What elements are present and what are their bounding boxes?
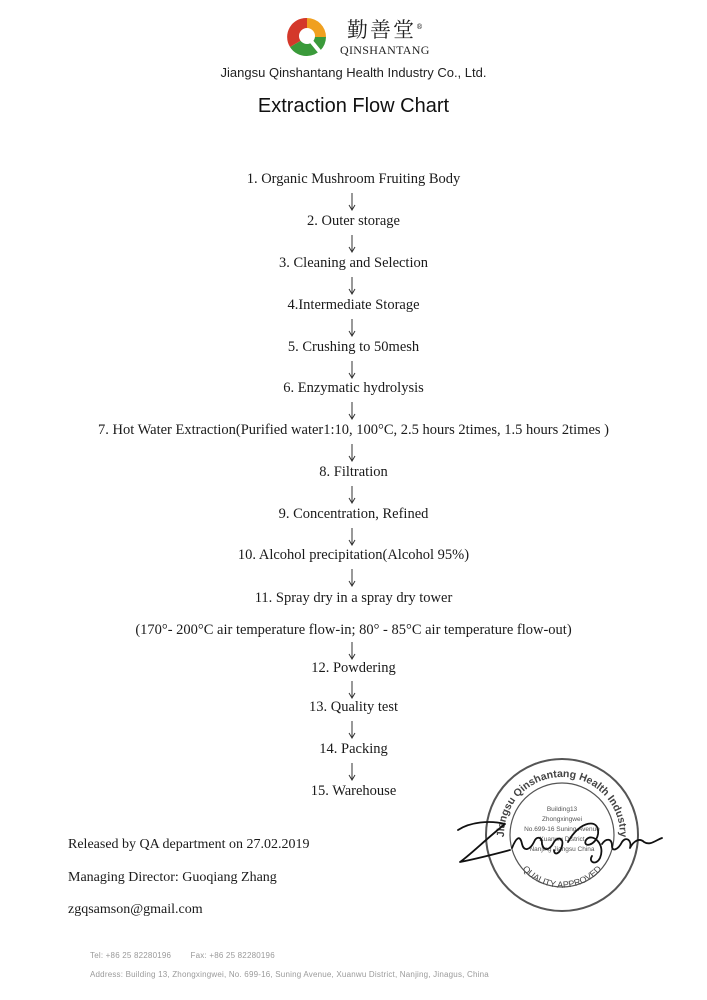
release-statement: Released by QA department on 27.02.2019 [68,837,310,852]
flow-step: 13. Quality test [308,699,398,715]
flow-step-note: (170°- 200°C air temperature flow-in; 80° - 85°C air temperature flow-out) [135,622,572,638]
down-arrow-icon [345,641,359,661]
down-arrow-icon [345,568,359,588]
flow-step: 8. Filtration [319,464,388,480]
down-arrow-icon [345,443,359,463]
flow-step: 5. Crushing to 50mesh [287,339,420,355]
stamp-line: Building13 [546,806,578,813]
flow-step: 1. Organic Mushroom Fruiting Body [246,171,461,187]
down-arrow-icon [345,401,359,421]
stamp-line: Zhongxingwei [541,816,583,823]
flow-step: 10. Alcohol precipitation(Alcohol 95%) [237,547,470,563]
flow-step: 6. Enzymatic hydrolysis [283,380,424,396]
stamp-line: Nanjing Jiangsu China [529,846,595,853]
down-arrow-icon [345,276,359,296]
flow-step: 3. Cleaning and Selection [279,255,428,271]
down-arrow-icon [345,360,359,380]
flow-step: 15. Warehouse [310,783,397,799]
flow-step: 7. Hot Water Extraction(Purified water1:10, 100°C, 2.5 hours 2times, 1.5 hours 2times ) [98,422,609,438]
flow-step: 9. Concentration, Refined [278,506,429,522]
managing-director: Managing Director: Guoqiang Zhang [68,870,277,885]
qinshantang-logo-icon [284,14,330,60]
down-arrow-icon [345,680,359,700]
down-arrow-icon [345,762,359,782]
down-arrow-icon [345,485,359,505]
brand-name-english: QINSHANTANG [340,43,430,57]
flow-step: 2. Outer storage [306,213,400,229]
stamp-line: No.699-16 Suning Avenue [524,826,600,833]
address-line: Address: Building 13, Zhongxingwei, No. 699-16, Suning Avenue, Xuanwu District, Nanjing, Jinagus, China [90,970,489,979]
flow-step: 11. Spray dry in a spray dry tower [254,590,453,606]
page-title: Extraction Flow Chart [257,95,450,117]
tel-fax-line: Tel: +86 25 82280196 Fax: +86 25 82280196 [90,951,275,960]
brand-name-chinese: 勤善堂® [347,18,425,42]
flow-step: 14. Packing [319,741,388,757]
flow-step: 12. Powdering [311,660,396,676]
down-arrow-icon [345,234,359,254]
down-arrow-icon [345,318,359,338]
down-arrow-icon [345,527,359,547]
company-name: Jiangsu Qinshantang Health Industry Co., Ltd. [220,65,487,80]
stamp-bottom-text: QUALITY APPROVED [520,863,604,890]
stamp-line: Xuanwu District [539,836,585,843]
handwritten-signature [450,800,670,870]
stamp-ring-text: Jiangsu Qinshantang Health Industry [494,767,630,838]
down-arrow-icon [345,192,359,212]
flow-step: 4.Intermediate Storage [287,297,420,313]
contact-email: zgqsamson@gmail.com [68,902,203,917]
down-arrow-icon [345,720,359,740]
